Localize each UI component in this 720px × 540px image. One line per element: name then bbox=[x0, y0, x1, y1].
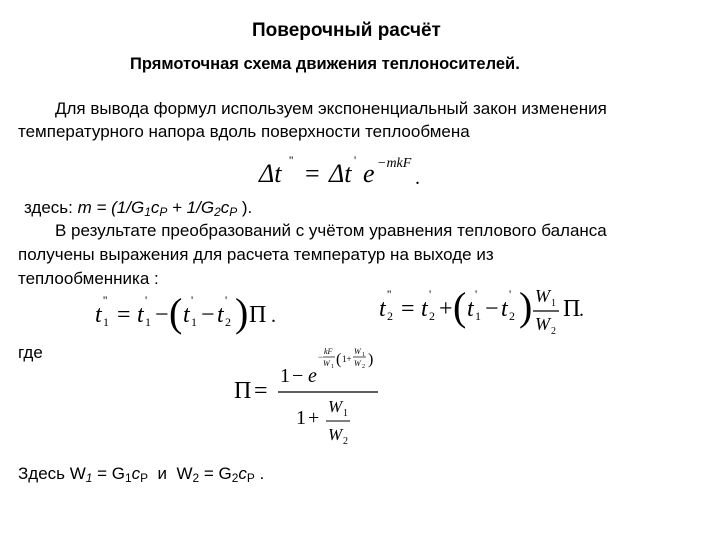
svg-text:=: = bbox=[401, 296, 415, 322]
svg-text:=: = bbox=[117, 302, 131, 328]
svg-text:t: t bbox=[379, 296, 386, 322]
page-subtitle: Прямоточная схема движения теплоносителей. bbox=[130, 55, 520, 73]
svg-text:−: − bbox=[201, 302, 215, 328]
svg-text:=: = bbox=[305, 159, 320, 188]
result-line-2: получены выражения для расчета температур на выходе из bbox=[18, 245, 494, 264]
svg-text:(: ( bbox=[336, 351, 342, 368]
intro-line-1: Для вывода формул используем экспоненциальный закон изменения bbox=[55, 99, 607, 118]
svg-text:2: 2 bbox=[429, 309, 435, 323]
svg-text:1: 1 bbox=[296, 407, 306, 429]
intro-line-2: температурного напора вдоль поверхности теплообмена bbox=[18, 122, 470, 141]
svg-text:t: t bbox=[183, 302, 190, 328]
svg-text:kF: kF bbox=[324, 347, 333, 356]
svg-text:t: t bbox=[467, 296, 474, 322]
svg-text:1: 1 bbox=[343, 408, 348, 419]
svg-text:W: W bbox=[328, 425, 343, 444]
svg-text:W: W bbox=[354, 359, 361, 368]
svg-text:Π: Π bbox=[234, 378, 252, 404]
svg-text:': ' bbox=[225, 293, 228, 307]
svg-text:t: t bbox=[95, 302, 102, 328]
svg-text:t: t bbox=[137, 302, 144, 328]
svg-text:.: . bbox=[579, 299, 584, 321]
svg-text:': ' bbox=[475, 287, 478, 301]
svg-text:2: 2 bbox=[225, 315, 231, 329]
svg-text:−: − bbox=[155, 302, 169, 328]
svg-text:': ' bbox=[509, 287, 512, 301]
page-title: Поверочный расчёт bbox=[252, 20, 441, 41]
svg-text:2: 2 bbox=[343, 436, 348, 447]
svg-text:−: − bbox=[485, 296, 499, 322]
m-definition: здесь: $m = (1/G_1c_P + 1/G_2c_P$ ). bbox=[24, 198, 253, 219]
svg-text:e: e bbox=[308, 365, 317, 387]
svg-text:.: . bbox=[271, 305, 276, 327]
svg-text:): ) bbox=[519, 284, 533, 329]
svg-text:(: ( bbox=[169, 290, 183, 335]
svg-text:+: + bbox=[308, 407, 320, 429]
svg-text:'': '' bbox=[387, 287, 392, 301]
svg-text:W: W bbox=[354, 347, 361, 356]
svg-text:): ) bbox=[235, 290, 249, 335]
svg-text:W: W bbox=[328, 397, 343, 416]
svg-text:1: 1 bbox=[331, 364, 334, 370]
svg-text:t: t bbox=[217, 302, 224, 328]
svg-text:.: . bbox=[415, 167, 420, 189]
svg-text:Π: Π bbox=[563, 296, 581, 322]
svg-text:(: ( bbox=[453, 284, 467, 329]
svg-text:t: t bbox=[501, 296, 508, 322]
svg-text:Δt: Δt bbox=[329, 159, 352, 188]
svg-text:2: 2 bbox=[387, 309, 393, 323]
svg-text:1: 1 bbox=[191, 315, 197, 329]
svg-text:1+: 1+ bbox=[342, 354, 352, 364]
formula-t2-out bbox=[377, 280, 587, 340]
svg-text:t: t bbox=[421, 296, 428, 322]
svg-text:2: 2 bbox=[551, 326, 556, 337]
result-line-3: теплообменника : bbox=[18, 269, 159, 288]
svg-text:W: W bbox=[535, 286, 550, 306]
svg-text:=: = bbox=[254, 378, 268, 404]
svg-text:1: 1 bbox=[280, 365, 290, 387]
svg-text:': ' bbox=[145, 293, 148, 307]
svg-text:W: W bbox=[323, 359, 330, 368]
svg-text:1: 1 bbox=[362, 352, 365, 358]
svg-text:'': '' bbox=[103, 293, 108, 307]
w-definition: Здесь $W_1 = G_1c_P$ и $W_2 = G_2c_P$ . bbox=[18, 464, 265, 485]
formula-pi bbox=[232, 340, 392, 452]
where-label: где bbox=[18, 343, 43, 362]
svg-text:Δt: Δt bbox=[259, 159, 282, 188]
result-line-1: В результате преобразований с учётом уравнения теплового баланса bbox=[55, 221, 607, 240]
here-label: здесь: bbox=[24, 198, 73, 217]
svg-text:2: 2 bbox=[509, 309, 515, 323]
svg-text:': ' bbox=[429, 287, 432, 301]
m-formula: $m = (1/G_1c_P + 1/G_2c_P$ bbox=[77, 198, 238, 219]
svg-text:W: W bbox=[535, 314, 550, 334]
svg-text:1: 1 bbox=[475, 309, 481, 323]
svg-text:': ' bbox=[354, 153, 357, 167]
svg-text:'': '' bbox=[289, 153, 294, 167]
svg-text:e: e bbox=[363, 159, 375, 188]
svg-text:): ) bbox=[368, 351, 374, 368]
svg-text:Π: Π bbox=[249, 302, 267, 328]
formula-delta-t bbox=[255, 150, 425, 192]
svg-text:1: 1 bbox=[103, 315, 109, 329]
svg-text:−: − bbox=[318, 352, 324, 362]
svg-text:−: − bbox=[292, 365, 304, 387]
svg-text:1: 1 bbox=[551, 298, 556, 309]
formula-t1-out bbox=[93, 290, 293, 336]
svg-text:1: 1 bbox=[145, 315, 151, 329]
svg-text:+: + bbox=[439, 296, 453, 322]
svg-text:−mkF: −mkF bbox=[377, 156, 412, 171]
svg-text:': ' bbox=[191, 293, 194, 307]
svg-text:2: 2 bbox=[362, 364, 365, 370]
